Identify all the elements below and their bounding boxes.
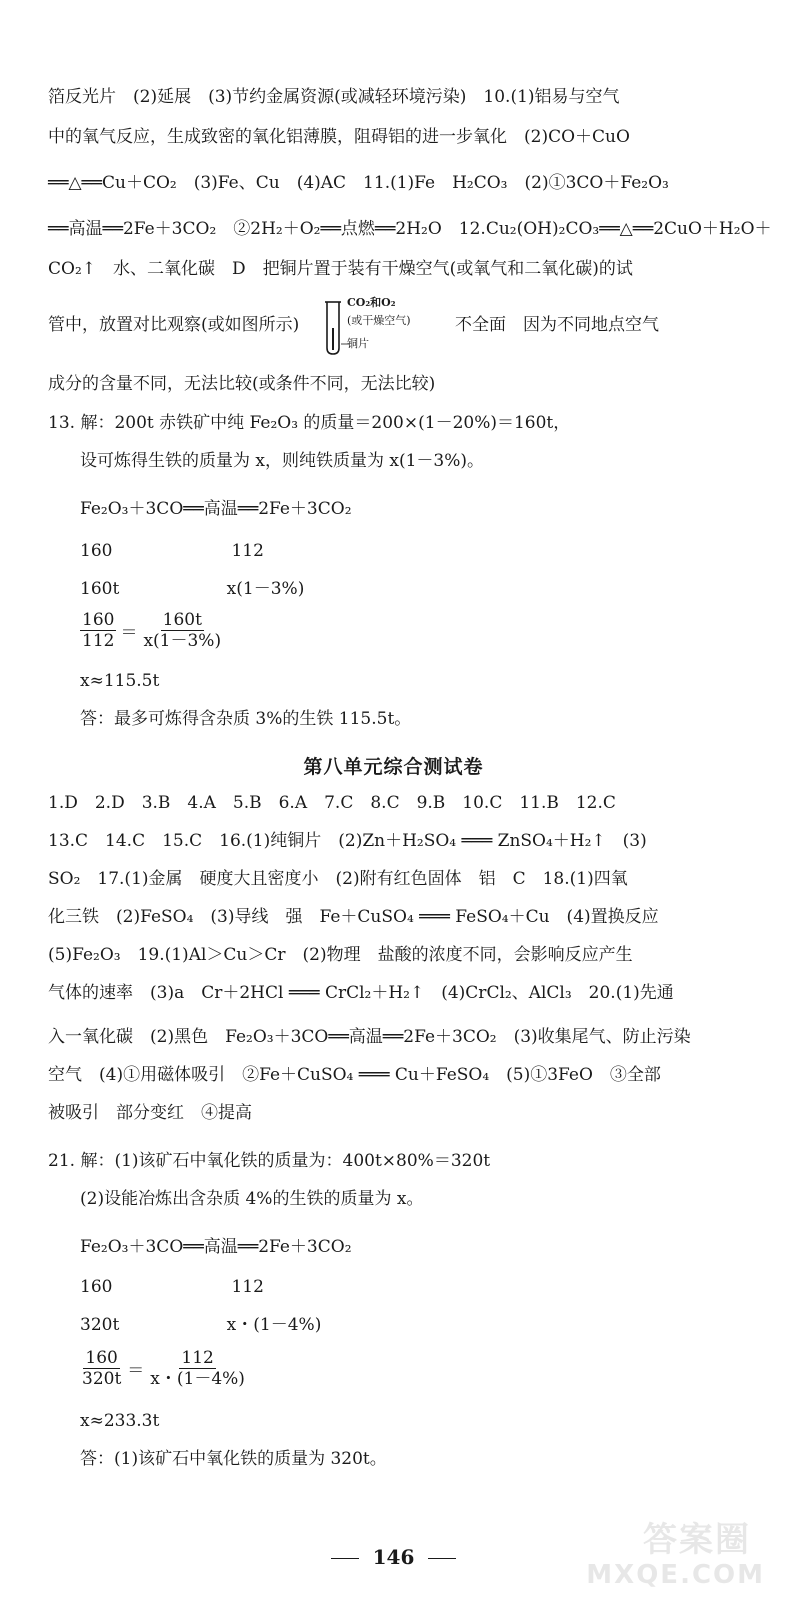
text-line: 设可炼得生铁的质量为 x，则纯铁质量为 x(1－3%)。 (80, 451, 485, 471)
text-line: 入一氧化碳 (2)黑色 Fe₂O₃＋3CO══高温══2Fe＋3CO₂ (3)收集尾气、防止污染 (48, 1027, 691, 1047)
section-title: 第八单元综合测试卷 (303, 756, 484, 778)
text-line: ══△══Cu＋CO₂ (3)Fe、Cu (4)AC 11.(1)Fe H₂CO₃ (2)①3CO＋Fe₂O₃ (48, 173, 669, 193)
text-line: 160 112 (80, 541, 264, 561)
text-line: 化三铁 (2)FeSO₄ (3)导线 强 Fe＋CuSO₄ ═══ FeSO₄＋Cu (4)置换反应 (48, 907, 659, 927)
equation: Fe₂O₃＋3CO══高温══2Fe＋3CO₂ (80, 499, 352, 519)
text-line: 箔反光片 (2)延展 (3)节约金属资源(或减轻环境污染) 10.(1)铝易与空气 (48, 87, 620, 107)
answer-line: 答：(1)该矿石中氧化铁的质量为 320t。 (80, 1449, 387, 1469)
text-line: 21. 解：(1)该矿石中氧化铁的质量为：400t×80%＝320t (48, 1151, 491, 1171)
text-line: 160t x(1－3%) (80, 579, 305, 599)
figure-label-copper: 铜片 (347, 337, 369, 350)
text-line: 气体的速率 (3)a Cr＋2HCl ═══ CrCl₂＋H₂↑ (4)CrCl₂、AlCl₃ 20.(1)先通 (48, 983, 674, 1003)
page-number: 146 (0, 1545, 787, 1569)
text-line: SO₂ 17.(1)金属 硬度大且密度小 (2)附有红色固体 铝 C 18.(1)四氧 (48, 869, 628, 889)
text-line: 13.C 14.C 15.C 16.(1)纯铜片 (2)Zn＋H₂SO₄ ═══ ZnSO₄＋H₂↑ (3) (48, 831, 647, 851)
text-line: 成分的含量不同，无法比较(或条件不同，无法比较) (48, 374, 436, 394)
text-line: 不全面 因为不同地点空气 (455, 315, 659, 335)
text-line: CO₂↑ 水、二氧化碳 D 把铜片置于装有干燥空气(或氧气和二氧化碳)的试 (48, 259, 633, 279)
text-line: 320t x・(1－4%) (80, 1315, 322, 1335)
answer-line: 答：最多可炼得含杂质 3%的生铁 115.5t。 (80, 709, 412, 729)
text-line: 160 112 (80, 1277, 264, 1297)
text-line: 中的氧气反应，生成致密的氧化铝薄膜，阻碍铝的进一步氧化 (2)CO＋CuO (48, 127, 630, 147)
result-line: x≈115.5t (80, 671, 160, 691)
result-line: x≈233.3t (80, 1411, 160, 1431)
proportion-fraction: $\frac{160}{112}$ ＝ $\frac{160t}{x(1-3\%)}$ (82, 610, 222, 651)
proportion-fraction: $\frac{160}{320t}$ ＝ $\frac{112}{x・(1-4\%)}$ (82, 1348, 245, 1389)
figure-label-gas: CO₂和O₂ (347, 296, 396, 309)
equation: Fe₂O₃＋3CO══高温══2Fe＋3CO₂ (80, 1237, 352, 1257)
site-watermark: 答案圈 MXQE.COM (586, 1520, 765, 1590)
text-line: 13. 解：200t 赤铁矿中纯 Fe₂O₃ 的质量＝200×(1－20%)＝160t， (48, 413, 571, 433)
text-line: ══高温══2Fe＋3CO₂ ②2H₂＋O₂══点燃══2H₂O 12.Cu₂(OH)₂CO₃══△══2CuO＋H₂O＋ (48, 219, 772, 239)
text-line: (5)Fe₂O₃ 19.(1)Al＞Cu＞Cr (2)物理 盐酸的浓度不同，会影响反应产生 (48, 945, 633, 965)
text-line: 1.D 2.D 3.B 4.A 5.B 6.A 7.C 8.C 9.B 10.C 11.B 12.C (48, 793, 616, 813)
text-line: (2)设能冶炼出含杂质 4%的生铁的质量为 x。 (80, 1189, 424, 1209)
text-line: 空气 (4)①用磁体吸引 ②Fe＋CuSO₄ ═══ Cu＋FeSO₄ (5)①3FeO ③全部 (48, 1065, 661, 1085)
text-line: 被吸引 部分变红 ④提高 (48, 1103, 252, 1123)
figure-label-air: (或干燥空气) (347, 314, 411, 327)
text-line: 管中，放置对比观察(或如图所示) (48, 315, 300, 335)
